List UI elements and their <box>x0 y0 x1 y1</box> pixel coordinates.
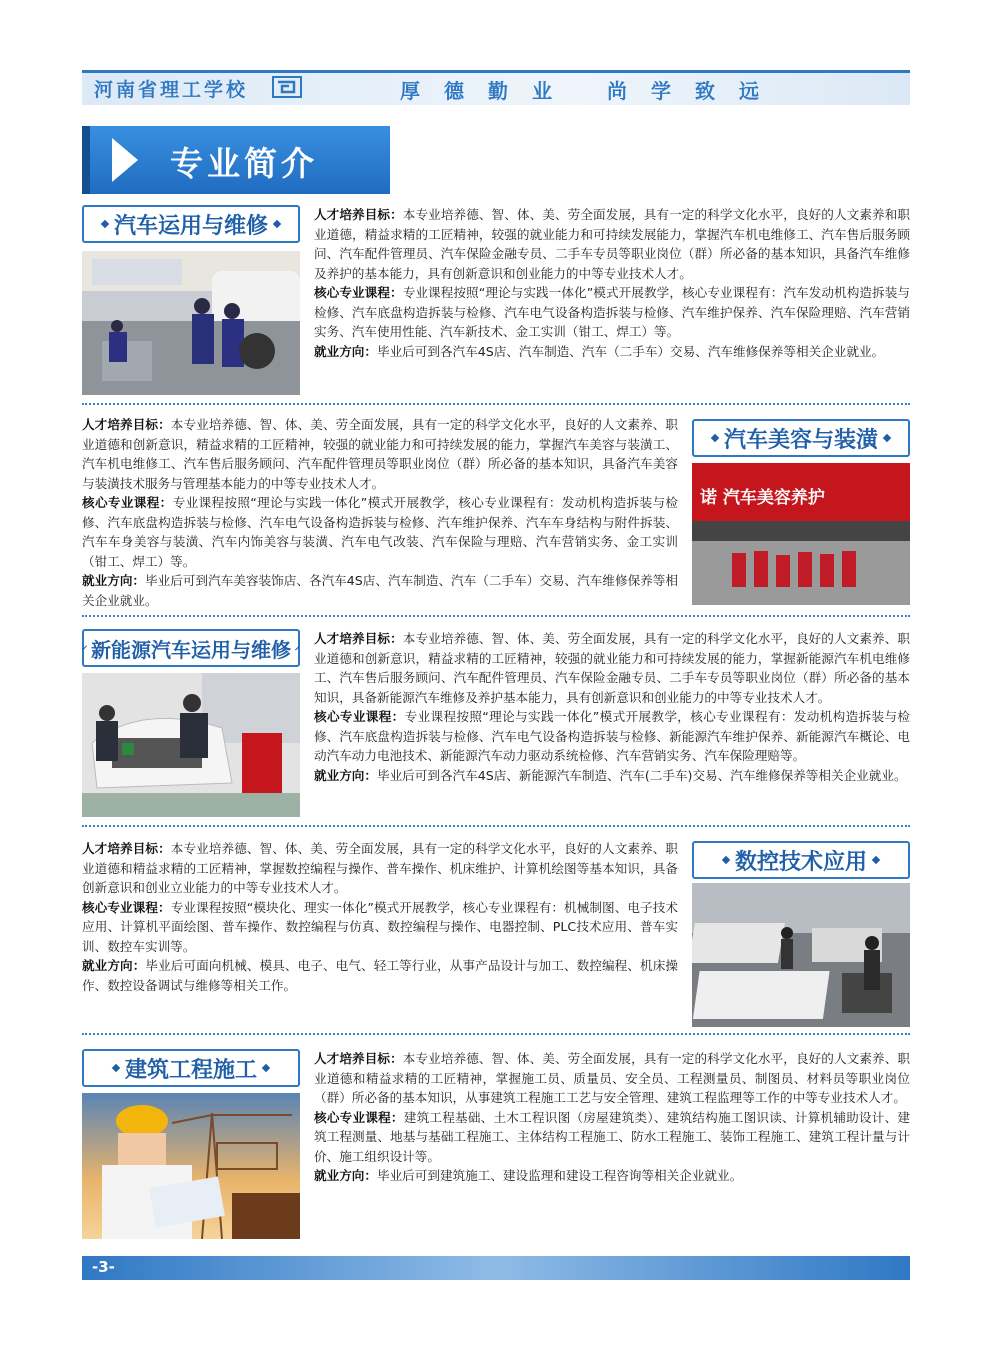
major-tag <box>82 1049 300 1087</box>
goal-text: 本专业培养德、智、体、美、劳全面发展，具有一定的科学文化水平，良好的人文素养、职业道德和精益求精的工匠精神，掌握数控编程与操作、普车操作、机床维护、计算机绘图等基本知识，具备创新意识和创业立业能力的中等专业技术人才。 <box>82 841 679 895</box>
major-section <box>82 415 910 617</box>
course-text: 建筑工程基础、土木工程识图（房屋建筑类）、建筑结构施工图识读、计算机辅助设计、建筑工程测量、地基与基础工程施工、主体结构工程施工、防水工程施工、装饰工程施工、建筑工程计量与计价、施工组织设计等。 <box>314 1109 911 1164</box>
major-tag <box>82 205 300 243</box>
major-name: 汽车美容与装潢 <box>723 427 878 453</box>
career-text: 毕业后可到汽车美容装饰店、各汽车4S店、汽车制造、汽车（二手车）交易、汽车维修保养等相关企业就业。 <box>82 573 678 608</box>
major-tag <box>82 629 300 667</box>
major-photo <box>692 463 910 605</box>
major-section <box>82 205 910 405</box>
auto-repair-workshop-image <box>82 251 300 395</box>
diamond-icon <box>101 220 109 228</box>
goal-text: 本专业培养德、智、体、美、劳全面发展，具有一定的科学文化水平，良好的人文素养和职业道德，精益求精的工匠精神，较强的就业能力和可持续发展能力，掌握汽车机电维修工、汽车售后服务顾问、汽车配件管理员、汽车保险金融专员、二手车专员等职业岗位（群）所必备的基本知识，具备汽车维修及养护的基本能力，具有创新意识和创业能力的中等专业技术人才。 <box>314 207 911 281</box>
school-logo-icon <box>272 76 302 98</box>
course-label: 核心专业课程： <box>314 1109 404 1125</box>
course-text: 专业课程按照“模块化、理实一体化”模式开展教学，核心专业课程有：机械制图、电子技术应用、计算机平面绘图、普车操作、数控编程与仿真、数控编程与操作、电器控制、PLC技术应用、普车实训、数控车实训等。 <box>82 899 678 954</box>
major-tag <box>692 419 910 457</box>
career-text: 毕业后可面向机械、模具、电子、电气、轻工等行业，从事产品设计与加工、数控编程、机床操作、数控设备调试与维修等相关工作。 <box>82 958 679 993</box>
shop-sign-text: 诺 汽车美容养护 <box>700 488 825 508</box>
course-label: 核心专业课程： <box>314 709 405 724</box>
course-text: 专业课程按照“理论与实践一体化”模式开展教学，核心专业课程有：发动机构造拆装与检修、汽车底盘构造拆装与检修、汽车电气设备构造拆装与检修、汽车维护保养、汽车车身结构与附件拆装、汽车车身美容与装潢、汽车内饰美容与装潢、汽车电气改装、汽车保险与理赔、汽车营销实务、金工实训（钳工、焊工）等。 <box>82 495 678 569</box>
new-energy-car-repair-image <box>82 673 300 817</box>
major-description <box>314 205 910 361</box>
goal-text: 本专业培养德、智、体、美、劳全面发展，具有一定的科学文化水平，良好的人文素养、职业道德和创新意识，精益求精的工匠精神，较强的就业能力和可持续发展的能力，掌握新能源汽车机电维修工、汽车售后服务顾问、汽车配件管理员、汽车保险金融专员、二手车专员等职业岗位（群）所必备的基本知识，具备新能源汽车维修及养护基本能力，具有创新意识和创业能力的中等专业技术人才。 <box>314 631 911 705</box>
diamond-icon <box>262 1064 270 1072</box>
school-name: 河南省理工学校 <box>94 79 249 101</box>
major-name: 建筑工程施工 <box>124 1057 257 1083</box>
major-photo <box>82 1093 300 1239</box>
goal-text: 本专业培养德、智、体、美、劳全面发展，具有一定的科学文化水平，良好的人文素养、职业道德和精益求精的工匠精神，掌握施工员、质量员、安全员、工程测量员、制图员、材料员等职业岗位（群）所必备的基本知识，从事建筑工程施工工艺与安全管理、建筑工程监理等工作的中等专业技术人才。 <box>314 1051 911 1105</box>
diamond-icon <box>273 220 281 228</box>
page-footer <box>82 1256 910 1280</box>
section-title-banner <box>82 126 390 194</box>
goal-label: 人才培养目标： <box>314 1051 403 1066</box>
major-tag <box>692 841 910 879</box>
diamond-icon <box>883 434 891 442</box>
career-text: 毕业后可到建筑施工、建设监理和建设工程咨询等相关企业就业。 <box>376 1168 743 1183</box>
diamond-icon <box>82 646 87 651</box>
diamond-icon <box>295 646 300 651</box>
goal-label: 人才培养目标： <box>314 631 403 646</box>
construction-engineer-image <box>82 1093 300 1239</box>
school-motto: 厚德勤业 尚学致远 <box>400 79 783 103</box>
goal-text: 本专业培养德、智、体、美、劳全面发展，具有一定的科学文化水平，良好的人文素养、职业道德和创新意识，精益求精的工匠精神，较强的就业能力和可持续发展的能力，掌握汽车美容与装潢工、汽车机电维修工、汽车售后服务顾问、汽车配件管理员等职业岗位（群）所必备的基本知识，具备汽车美容与装潢技术服务与管理基本能力的中等专业技术人才。 <box>82 417 679 491</box>
major-photo <box>692 883 910 1027</box>
career-label: 就业方向： <box>314 1168 377 1183</box>
major-name: 汽车运用与维修 <box>113 213 268 239</box>
diamond-icon <box>112 1064 120 1072</box>
career-label: 就业方向： <box>314 767 377 783</box>
page-number: -3- <box>92 1258 115 1276</box>
course-text: 专业课程按照“理论与实践一体化”模式开展教学，核心专业课程有：汽车发动机构造拆装与检修、汽车底盘构造拆装与检修、汽车电气设备构造拆装与检修、汽车维护保养、汽车保险理赔、汽车营销实务、汽车使用性能、汽车新技术、金工实训（钳工、焊工）等。 <box>314 285 910 339</box>
major-description <box>82 415 678 610</box>
major-description <box>314 629 910 785</box>
car-beauty-shop-image <box>692 463 910 605</box>
career-text: 毕业后可到各汽车4S店、新能源汽车制造、汽车(二手车)交易、汽车维修保养等相关企业就业。 <box>376 767 907 783</box>
major-photo <box>82 251 300 395</box>
career-text: 毕业后可到各汽车4S店、汽车制造、汽车（二手车）交易、汽车维修保养等相关企业就业。 <box>376 343 885 359</box>
major-description <box>82 839 678 995</box>
diamond-icon <box>711 434 719 442</box>
goal-label: 人才培养目标： <box>82 841 171 856</box>
major-name: 新能源汽车运用与维修 <box>91 637 291 662</box>
section-title: 专业简介 <box>170 144 318 183</box>
major-section <box>82 839 910 1035</box>
page-header <box>82 70 910 105</box>
major-description <box>314 1049 910 1186</box>
diamond-icon <box>722 856 730 864</box>
banner-arrow-icon <box>112 138 138 182</box>
major-section <box>82 629 910 827</box>
major-name: 数控技术应用 <box>734 849 867 875</box>
career-label: 就业方向： <box>82 573 146 588</box>
goal-label: 人才培养目标： <box>314 207 403 222</box>
career-label: 就业方向： <box>314 343 377 359</box>
major-photo <box>82 673 300 817</box>
course-label: 核心专业课程： <box>82 495 173 510</box>
cnc-lab-image <box>692 883 910 1027</box>
course-label: 核心专业课程： <box>314 285 403 300</box>
course-label: 核心专业课程： <box>82 899 171 915</box>
goal-label: 人才培养目标： <box>82 417 171 432</box>
major-section <box>82 1049 910 1245</box>
career-label: 就业方向： <box>82 958 146 973</box>
course-text: 专业课程按照“理论与实践一体化”模式开展教学，核心专业课程有：发动机构造拆装与检修、汽车底盘构造拆装与检修、汽车电气设备构造拆装与检修、新能源汽车维护保养、新能源汽车概论、电动汽车动力电池技术、新能源汽车动力驱动系统检修、汽车营销实务、汽车保险理赔等。 <box>314 709 910 763</box>
diamond-icon <box>872 856 880 864</box>
